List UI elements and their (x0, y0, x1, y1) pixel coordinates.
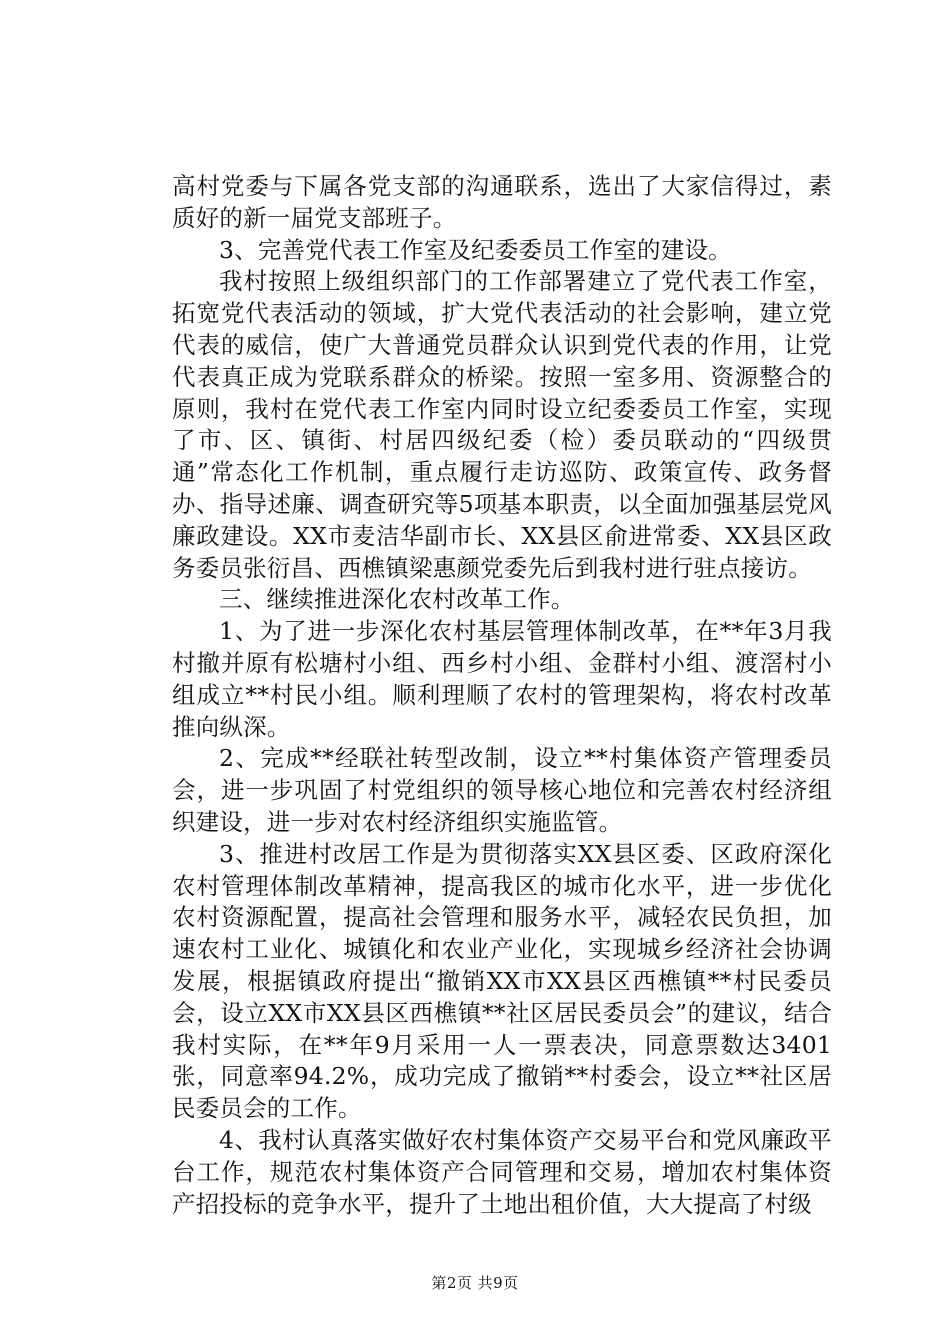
paragraph: 3、推进村改居工作是为贯彻落实XX县区委、区政府深化农村管理体制改革精神，提高我区的城市化水平，进一步优化农村资源配置，提高社会管理和服务水平，减轻农民负担，加速农村工业化、城镇化和农业产业化，实现城乡经济社会协调发展，根据镇政府提出“撤销XX市XX县区西樵镇**村民委员会，设立XX市XX县区西樵镇**社区居民委员会”的建议，结合我村实际，在**年9月采用一人一票表决，同意票数达3401张，同意率94.2%，成功完成了撤销**村委会，设立**社区居民委员会的工作。 (172, 839, 832, 1123)
section-heading: 三、继续推进深化农村改革工作。 (219, 585, 575, 614)
paragraph: 1、为了进一步深化农村基层管理体制改革，在**年3月我村撤并原有松塘村小组、西乡村小组、金群村小组、渡滘村小组成立**村民小组。顺利理顺了农村的管理架构，将农村改革推向纵深。 (172, 617, 832, 741)
page-footer: 第2页 共9页 (431, 1274, 519, 1292)
paragraph: 3、完善党代表工作室及纪委委员工作室的建设。 (219, 235, 732, 264)
paragraph: 我村按照上级组织部门的工作部署建立了党代表工作室，拓宽党代表活动的领域，扩大党代表活动的社会影响，建立党代表的威信，使广大普通党员群众认识到党代表的作用，让党代表真正成为党联系群众的桥梁。按照一室多用、资源整合的原则，我村在党代表工作室内同时设立纪委委员工作室，实现了市、区、镇街、村居四级纪委（检）委员联动的“四级贯通”常态化工作机制，重点履行走访巡防、政策宣传、政务督办、指导述廉、调查研究等5项基本职责，以全面加强基层党风廉政建设。XX市麦洁华副市长、XX县区俞进常委、XX县区政务委员张衍昌、西樵镇梁惠颜党委先后到我村进行驻点接访。 (172, 267, 832, 582)
paragraph: 高村党委与下属各党支部的沟通联系，选出了大家信得过，素质好的新一届党支部班子。 (172, 172, 832, 232)
paragraph: 4、我村认真落实做好农村集体资产交易平台和党风廉政平台工作，规范农村集体资产合同管理和交易，增加农村集体资产招投标的竞争水平，提升了土地出租价值，大大提高了村级 (172, 1125, 832, 1218)
document-body (172, 171, 832, 1220)
paragraph: 2、完成**经联社转型改制，设立**村集体资产管理委员会，进一步巩固了村党组织的领导核心地位和完善农村经济组织建设，进一步对农村经济组织实施监管。 (172, 744, 832, 836)
